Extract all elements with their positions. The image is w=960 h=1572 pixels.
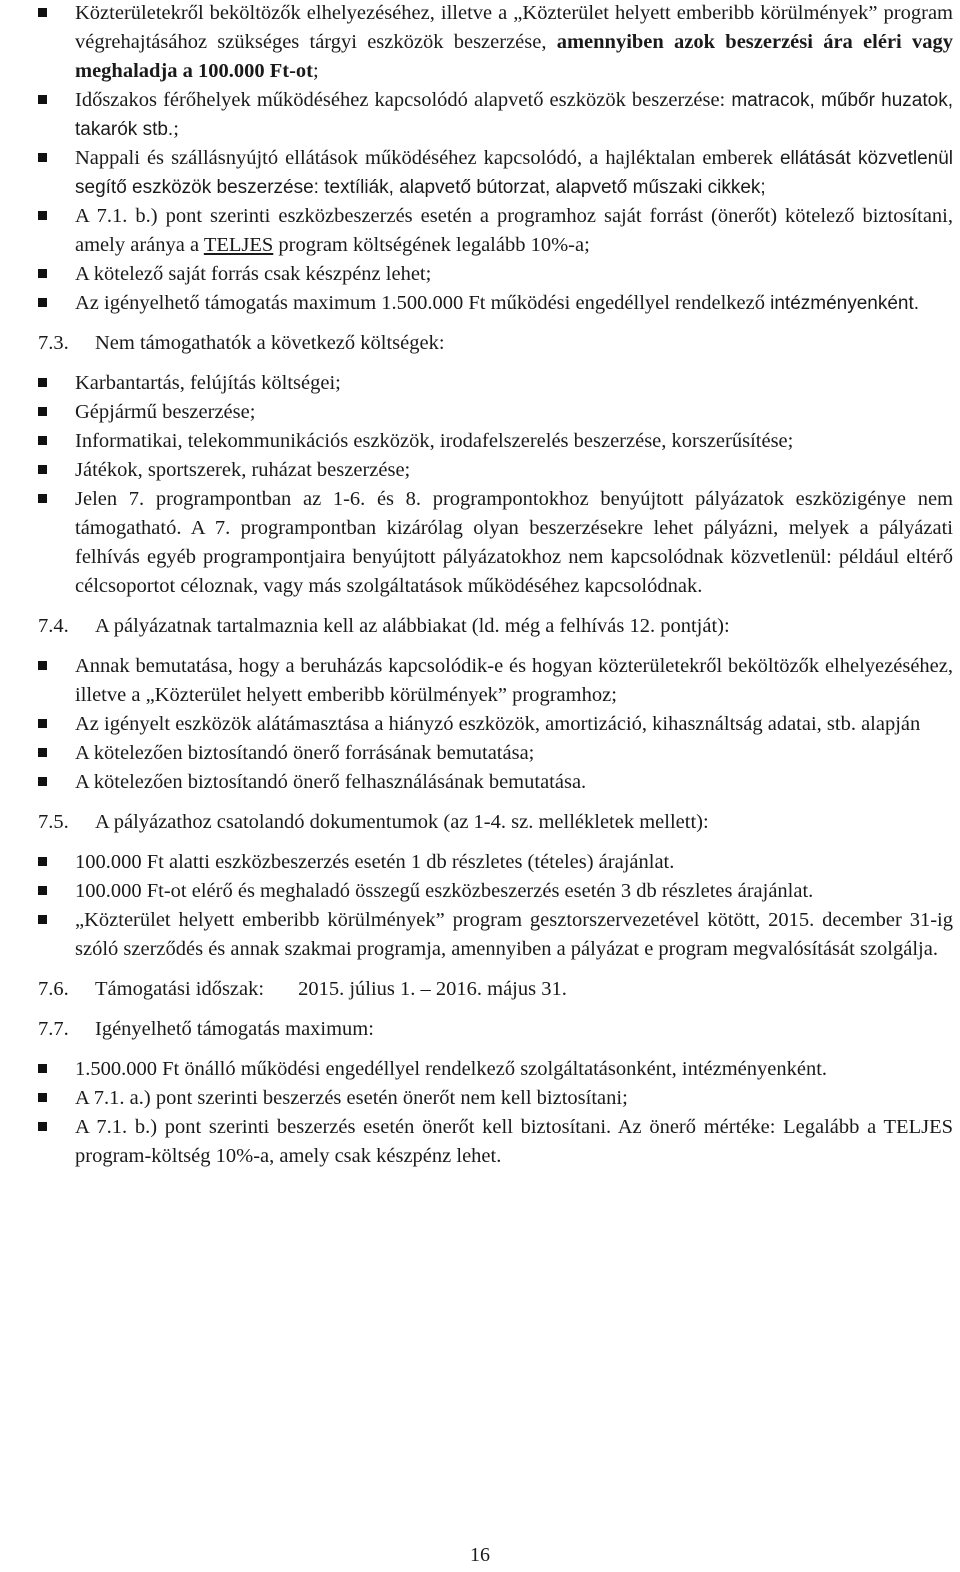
section-title: A pályázathoz csatolandó dokumentumok (az 1-4. sz. mellékletek mellett): — [95, 811, 709, 833]
section-number: 7.3. — [38, 332, 69, 354]
section-title: A pályázatnak tartalmaznia kell az alábbiakat (ld. még a felhívás 12. pontját): — [95, 615, 730, 637]
attachments-list — [38, 848, 953, 964]
list-item: A 7.1. a.) pont szerinti beszerzés esetén önerőt nem kell biztosítani; — [38, 1084, 953, 1113]
section-heading-7-3 — [38, 329, 953, 358]
square-bullet-icon — [38, 1093, 47, 1102]
list-item: Annak bemutatása, hogy a beruházás kapcsolódik-e és hogyan közterületekről beköltözők elhelyezéséhez, illetve a „Közterület helyett emberibb körülmények” programhoz; — [38, 652, 953, 710]
section-number: 7.4. — [38, 615, 69, 637]
list-item: Nappali és szállásnyújtó ellátások működéséhez kapcsolódó, a hajléktalan emberek ellátását közvetlenül segítő eszközök beszerzése: textíliák, alapvető bútorzat, alapvető műszaki cikkek; — [38, 144, 953, 202]
list-item: 100.000 Ft alatti eszközbeszerzés esetén 1 db részletes (tételes) árajánlat. — [38, 848, 953, 877]
list-item: 1.500.000 Ft önálló működési engedéllyel rendelkező szolgáltatásonként, intézményenként. — [38, 1055, 953, 1084]
list-item: Karbantartás, felújítás költségei; — [38, 369, 953, 398]
section-heading-7-4 — [38, 612, 953, 641]
section-title: Nem támogathatók a következő költségek: — [95, 332, 445, 354]
support-period-value: 2015. július 1. – 2016. május 31. — [298, 978, 567, 1000]
list-item: Jelen 7. programpontban az 1-6. és 8. programpontokhoz benyújtott pályázatok eszközigénye nem támogatható. A 7. programpontban kizárólag olyan beszerzésekre lehet pályázni, melyek a pályázati felhívás egyéb programpontjaira benyújtott pályázatokhoz nem kapcsolódnak közvetlenül: például eltérő célcsoportot céloznak, vagy más szolgáltatások működéséhez kapcsolódnak. — [38, 485, 953, 601]
section-title: Igényelhető támogatás maximum: — [95, 1018, 374, 1040]
square-bullet-icon — [38, 269, 47, 278]
list-item: A 7.1. b.) pont szerinti beszerzés esetén önerőt kell biztosítani. Az önerő mértéke: Legalább a TELJES program-költség 10%-a, amely csak készpénz lehet. — [38, 1113, 953, 1171]
square-bullet-icon — [38, 661, 47, 670]
square-bullet-icon — [38, 748, 47, 757]
square-bullet-icon — [38, 436, 47, 445]
list-item: A kötelezően biztosítandó önerő forrásának bemutatása; — [38, 739, 953, 768]
square-bullet-icon — [38, 777, 47, 786]
section-heading-7-7 — [38, 1015, 953, 1044]
list-item: A kötelező saját forrás csak készpénz lehet; — [38, 260, 953, 289]
square-bullet-icon — [38, 298, 47, 307]
section-number: 7.5. — [38, 811, 69, 833]
square-bullet-icon — [38, 1122, 47, 1131]
square-bullet-icon — [38, 857, 47, 866]
list-item: Időszakos férőhelyek működéséhez kapcsolódó alapvető eszközök beszerzése: matracok, műbőr huzatok, takarók stb.; — [38, 86, 953, 144]
list-item: Az igényelt eszközök alátámasztása a hiányzó eszközök, amortizáció, kihasználtság adatai, stb. alapján — [38, 710, 953, 739]
list-item: A kötelezően biztosítandó önerő felhasználásának bemutatása. — [38, 768, 953, 797]
list-item: Informatikai, telekommunikációs eszközök, irodafelszerelés beszerzése, korszerűsítése; — [38, 427, 953, 456]
list-item: 100.000 Ft-ot elérő és meghaladó összegű eszközbeszerzés esetén 3 db részletes árajánlat. — [38, 877, 953, 906]
square-bullet-icon — [38, 95, 47, 104]
non-eligible-costs-list — [38, 369, 953, 601]
square-bullet-icon — [38, 886, 47, 895]
section-heading-7-5 — [38, 808, 953, 837]
list-item: Az igényelhető támogatás maximum 1.500.000 Ft működési engedéllyel rendelkező intézményenként. — [38, 289, 953, 318]
required-content-list — [38, 652, 953, 797]
square-bullet-icon — [38, 494, 47, 503]
square-bullet-icon — [38, 1064, 47, 1073]
square-bullet-icon — [38, 915, 47, 924]
square-bullet-icon — [38, 153, 47, 162]
list-item: Közterületekről beköltözők elhelyezéséhez, illetve a „Közterület helyett emberibb körülmények” program végrehajtásához szükséges tárgyi eszközök beszerzése, amennyiben azok beszerzési ára eléri vagy meghaladja a 100.000 Ft-ot; — [38, 0, 953, 86]
section-number: 7.7. — [38, 1018, 69, 1040]
max-support-list — [38, 1055, 953, 1171]
square-bullet-icon — [38, 378, 47, 387]
square-bullet-icon — [38, 211, 47, 220]
support-period-label: Támogatási időszak: — [95, 978, 265, 1000]
list-item: „Közterület helyett emberibb körülmények” program gesztorszervezetével kötött, 2015. december 31-ig szóló szerződés és annak szakmai programja, amennyiben a pályázat e program megvalósítását szolgálja. — [38, 906, 953, 964]
section-heading-7-6 — [38, 975, 953, 1004]
section-number: 7.6. — [38, 978, 69, 1000]
square-bullet-icon — [38, 407, 47, 416]
list-item: Játékok, sportszerek, ruházat beszerzése; — [38, 456, 953, 485]
page-number: 16 — [470, 1544, 490, 1566]
square-bullet-icon — [38, 8, 47, 17]
square-bullet-icon — [38, 719, 47, 728]
page-content — [38, 0, 953, 1171]
eligible-costs-list — [38, 0, 953, 318]
list-item: A 7.1. b.) pont szerinti eszközbeszerzés esetén a programhoz saját forrást (önerőt) kötelező biztosítani, amely aránya a TELJES program költségének legalább 10%-a; — [38, 202, 953, 260]
list-item: Gépjármű beszerzése; — [38, 398, 953, 427]
square-bullet-icon — [38, 465, 47, 474]
